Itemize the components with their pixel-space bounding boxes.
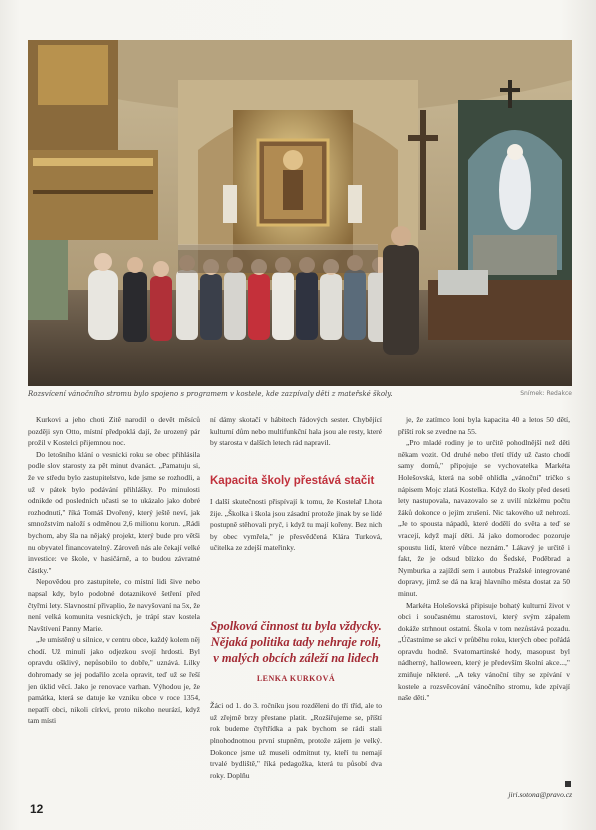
page-number: 12 [30,802,44,816]
article-column-3 [398,414,570,784]
church-photo [28,40,572,386]
paragraph: Do letošního klání o vesnicki roku se obec přihlásila podle slov starosty za pět minut dvanáct. „Pamatuju si, že ve středu bylo zastupitelstvo, kde jsme se rozhodli, a už v pátek bylo podávání přihlášky. Po minulosti odnikde od posledních učasti se to ukázalo jako dobré rozhodnutí," říká Tomáš Dvořený, který ještě neví, jak smnožstvím naloží s odměnou 2,6 milionu korun. „Rádi bychom, aby šla na nějaký projekt, který bude pro větši nu obyvatel financovatelný. Zároveň nás ale čekají velké investice: ve škole, v hasičárně, a to budou závratné částky." [28,449,200,575]
paragraph: Nepovědou pro zastupitele, co místní lidi šive nebo napsal kdy, bylo podobné dotaznikové šetření před čtyřmi lety. Slavnostní přivaplio, že navyšovaní na 5x, že není velká komunita vesnických, je trápí stav kostela Navštívení Panny Marie. [28,577,200,633]
article-column-1 [28,414,200,794]
paragraph: Markéta Holešovská připisuje bohatý kulturní život v obci i současnému starostovi, který svým zápalem dokáže strhnout ostatní. Škola v tom nezůstává pozadu. „Účastníme se akcí v průběhu roku, kterých obec pořádá opravdu hodně. Svatomartinské hody, masopust byl nádherný, halloween, který je především školní akce...," zmiňuje některé. „A teky vánoční tihy se zpívání v kostele a rozsvěcování vánočního stromu, kde zpívají naše děti." [398,600,570,703]
photo-caption: Rozsvícení vánočního stromu bylo spojeno s programem v kostele, kde zazpívaly děti z mateřské školy. [28,390,393,398]
pull-quote-author: LENKA KURKOVÁ [256,673,336,683]
paragraph: ní dámy skotačí v hábitech řádových sester. Chybějící kulturní dům nebo multifunkční hala jsou ale resty, které by starosta v dalších letech rád napravil. [210,415,382,448]
paragraph: „Je umístěný u silnice, v centru obce, každý kolem něj chodí. Už minulí jako odjezkou svojí hrdosti. Byl opravdu ošklivý, nepůsobilo to dobře," uznává. Lilky dohromady se jej podařilo zcela opravit, teď už se řeší jen úklid věcí. Jako je renovace varhan. Výhodou je, že památka, která se datuje ke vzniku obce v roce 1354, nepatří obci, nikoli církvi, proto nikoho neurází, když tam místi [28,635,200,726]
article-end-mark [565,781,571,787]
photo-credit: Snímek: Redakce [520,390,572,397]
church-photo-illustration [28,40,572,386]
paragraph: I další skutečnosti přispívají k tomu, že Kostelař Lhota žije. „Školka i škola jsou zásadní protože jinak by se lidé postupně stěhovali pryč, i když tu mají kořeny. Bez nich by obec vymřela," je přesvědčená Klára Turková, učitelka ze zdejší mateřinky. [210,497,382,553]
paragraph: je, že zatímco loni byla kapacita 40 a letos 50 dětí, příští rok se zvedne na 55. [398,415,570,436]
article-column-2 [210,414,382,796]
paragraph: „Pro mladé rodiny je to určitě pohodlnější než děti někam vozit. Od druhé nebo třetí třídy už často chodí samy domů," připojuje se vychovatelka Markéta Holešovská, která na sobě ohlídla „vánoční" tričko s nápisem Mojc zlatá Kostelka. Když do školy před deseti lety nastupovala, navazovalo se z uvilí nízkému počtu žáků dokonce o jejím zrušení. Nic takového už nehrozí. „Je to spousta nápadů, které dodělí do světa a teď se vracejí, když mají děti. Já jako domorodec pozoruje spoustu lidí, které vůbce neznám." Lákavý je určitě i fakt, že je odsud blízko do Šedské, Poděbrad a Nymburka a zajíždí sem i autobus Pražské integrované dopravy, jimž se dá na kraj hlavního města dostat za 50 minut. [398,438,570,598]
section-heading: Kapacita školy přestává stačit [210,475,375,487]
pull-quote: Spolková činnost tu byla vždycky. Nějaká politika tady nehraje roli, v malých obcích záleží na lidech [210,619,382,666]
paragraph: Žáci od 1. do 3. ročníku jsou rozděleni do tří tříd, ale to už zřejmě brzy přestane platit. „Rozšiřujeme se, příští rok budeme čtyřtřídka a pak bychom se rádi stali plnohodnotnou první stupněm, protože zájem je velký. Dokonce jsme už museli odmítnut ty, kteří tu nemají trvalé bydliště," říká pedagožka, která tu působí dva roky. Doplňu [210,701,382,780]
paragraph: Kurkovi a jeho choti Zitě narodil o devět měsíců později syn Otto, místní předpoklá dají, že urozený pár prožil v Kostelci přijemnou noc. [28,415,200,448]
author-email[interactable]: jiri.sotona@pravo.cz [508,790,572,799]
